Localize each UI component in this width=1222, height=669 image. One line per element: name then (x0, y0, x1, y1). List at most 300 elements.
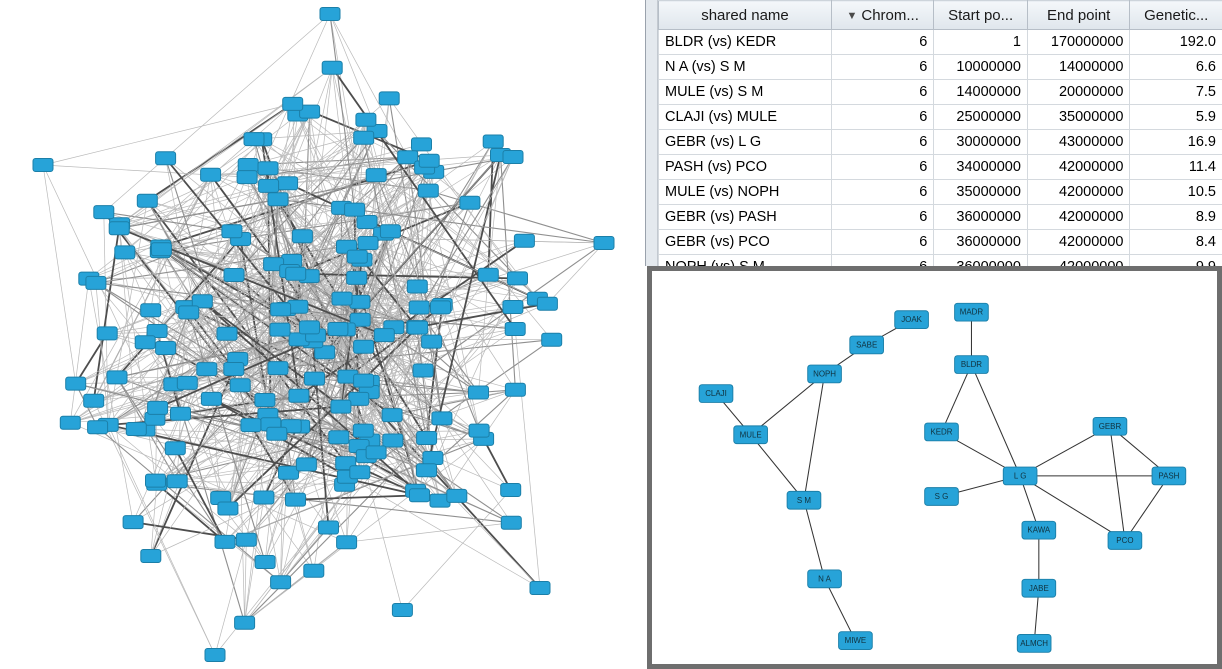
cell-end-point: 42000000 (1027, 155, 1130, 180)
cell-genetic: 6.6 (1130, 55, 1222, 80)
node-shape (171, 407, 191, 420)
edge-table[interactable] (658, 0, 1222, 280)
network-node[interactable] (432, 412, 452, 425)
network-node[interactable] (268, 193, 288, 206)
network-node[interactable] (329, 431, 349, 444)
cell-end-point: 42000000 (1027, 205, 1130, 230)
network-node[interactable] (286, 267, 306, 280)
node-shape (331, 400, 351, 413)
node-shape (305, 372, 325, 385)
node-shape (179, 306, 199, 319)
network-node[interactable] (319, 521, 339, 534)
node-shape (218, 502, 238, 515)
network-node[interactable] (66, 377, 86, 390)
column-header-start-point[interactable] (934, 1, 1028, 30)
network-node[interactable] (292, 230, 312, 243)
cell-chromosome: 6 (832, 80, 934, 105)
node-shape (141, 550, 161, 563)
column-header-end-point-label: End point (1046, 6, 1111, 24)
node-shape (304, 564, 324, 577)
network-node[interactable] (469, 424, 489, 437)
node-label: L G (1013, 471, 1027, 481)
network-node[interactable] (356, 113, 376, 126)
network-node[interactable] (171, 407, 191, 420)
network-node[interactable] (530, 582, 550, 595)
network-node[interactable] (270, 323, 290, 336)
network-node[interactable] (503, 151, 523, 164)
subnetwork-node[interactable] (895, 311, 929, 329)
network-node[interactable] (286, 493, 306, 506)
table-header-row (659, 1, 1222, 30)
subnetwork-node[interactable] (955, 356, 989, 374)
network-node[interactable] (483, 135, 503, 148)
network-node[interactable] (354, 131, 374, 144)
node-label: MADR (959, 307, 984, 317)
cell-end-point: 42000000 (1027, 180, 1130, 205)
node-shape (115, 246, 135, 259)
cell-start-point: 35000000 (934, 180, 1028, 205)
cell-end-point: 20000000 (1027, 80, 1130, 105)
column-header-shared-name-label: shared name (701, 6, 789, 24)
node-shape (278, 177, 298, 190)
network-edge[interactable] (215, 540, 246, 655)
network-node[interactable] (259, 179, 279, 192)
network-node[interactable] (501, 516, 521, 529)
network-node[interactable] (107, 371, 127, 384)
network-node[interactable] (241, 419, 261, 432)
node-shape (238, 159, 258, 172)
network-node[interactable] (382, 409, 402, 422)
node-shape (594, 237, 614, 250)
network-node[interactable] (408, 321, 428, 334)
column-header-chromosome[interactable] (832, 1, 934, 30)
network-node[interactable] (383, 434, 403, 447)
network-node[interactable] (268, 362, 288, 375)
node-shape (267, 427, 287, 440)
node-shape (514, 234, 534, 247)
network-node[interactable] (423, 452, 443, 465)
column-header-end-point[interactable] (1027, 1, 1130, 30)
network-node[interactable] (358, 237, 378, 250)
network-edge[interactable] (393, 439, 484, 441)
edge-table-panel[interactable] (645, 0, 1222, 266)
node-shape (505, 323, 525, 336)
network-node[interactable] (422, 335, 442, 348)
network-node[interactable] (177, 376, 197, 389)
network-node[interactable] (179, 306, 199, 319)
subnetwork-edge[interactable] (1125, 476, 1169, 541)
node-shape (505, 383, 525, 396)
node-shape (349, 392, 369, 405)
node-shape (177, 376, 197, 389)
network-node[interactable] (236, 533, 256, 546)
network-node[interactable] (205, 649, 225, 662)
node-shape (224, 363, 244, 376)
node-shape (329, 431, 349, 444)
node-shape (300, 321, 320, 334)
node-shape (542, 333, 562, 346)
subnetwork-node[interactable] (734, 426, 768, 444)
network-node[interactable] (271, 303, 291, 316)
node-shape (146, 474, 166, 487)
subnetwork-node[interactable] (850, 336, 884, 354)
network-node[interactable] (60, 416, 80, 429)
node-shape (460, 196, 480, 209)
node-shape (337, 536, 357, 549)
subnetwork-edge[interactable] (804, 374, 825, 500)
network-node[interactable] (537, 297, 557, 310)
table-row[interactable] (659, 155, 1222, 180)
subnetwork-edge[interactable] (751, 435, 804, 501)
network-node[interactable] (123, 516, 143, 529)
node-shape (33, 159, 53, 172)
node-shape (503, 151, 523, 164)
network-node[interactable] (167, 475, 187, 488)
network-node[interactable] (505, 383, 525, 396)
node-shape (148, 401, 168, 414)
network-node[interactable] (305, 372, 325, 385)
network-node[interactable] (137, 194, 157, 207)
cell-genetic: 8.9 (1130, 205, 1222, 230)
node-shape (366, 446, 386, 459)
network-node[interactable] (278, 177, 298, 190)
network-node[interactable] (354, 374, 374, 387)
subnetwork-node[interactable] (808, 570, 842, 588)
filter-icon[interactable]: ▼ (846, 9, 858, 22)
node-shape (469, 386, 489, 399)
network-node[interactable] (126, 423, 146, 436)
network-node[interactable] (514, 234, 534, 247)
network-node[interactable] (322, 61, 342, 74)
network-node[interactable] (271, 576, 291, 589)
node-label: KAWA (1027, 525, 1051, 535)
node-shape (392, 604, 412, 617)
node-shape (286, 267, 306, 280)
network-node[interactable] (503, 301, 523, 314)
table-row[interactable] (659, 180, 1222, 205)
network-node[interactable] (347, 250, 367, 263)
network-node[interactable] (201, 168, 221, 181)
network-node[interactable] (146, 474, 166, 487)
node-shape (258, 162, 278, 175)
network-node[interactable] (417, 432, 437, 445)
selected-subnetwork-view[interactable] (647, 266, 1222, 669)
node-shape (380, 225, 400, 238)
node-shape (66, 377, 86, 390)
node-shape (469, 424, 489, 437)
node-shape (345, 203, 365, 216)
network-node[interactable] (33, 159, 53, 172)
cell-chromosome: 6 (832, 130, 934, 155)
network-node[interactable] (328, 323, 348, 336)
network-edge[interactable] (98, 427, 281, 582)
network-node[interactable] (354, 340, 374, 353)
network-node[interactable] (267, 427, 287, 440)
cell-shared-name: GEBR (vs) PCO (659, 230, 832, 255)
network-node[interactable] (289, 389, 309, 402)
cell-shared-name: MULE (vs) S M (659, 80, 832, 105)
network-node[interactable] (283, 97, 303, 110)
network-node[interactable] (501, 484, 521, 497)
network-edge[interactable] (108, 425, 215, 655)
cell-start-point: 14000000 (934, 80, 1028, 105)
network-node[interactable] (357, 216, 377, 229)
network-node[interactable] (254, 491, 274, 504)
node-shape (423, 452, 443, 465)
network-node[interactable] (505, 323, 525, 336)
table-row[interactable] (659, 205, 1222, 230)
node-label: NOPH (813, 369, 837, 379)
node-shape (319, 521, 339, 534)
node-shape (165, 442, 185, 455)
node-label: GEBR (1098, 421, 1122, 431)
network-node[interactable] (412, 138, 432, 151)
node-label: ALMCH (1020, 638, 1049, 648)
network-node[interactable] (374, 329, 394, 342)
network-node[interactable] (201, 392, 221, 405)
column-header-genetic[interactable] (1130, 1, 1222, 30)
cell-chromosome: 6 (832, 55, 934, 80)
network-node[interactable] (332, 292, 352, 305)
node-shape (135, 336, 155, 349)
network-node[interactable] (353, 424, 373, 437)
network-node[interactable] (151, 243, 171, 256)
node-shape (270, 323, 290, 336)
network-node[interactable] (109, 222, 129, 235)
network-node[interactable] (215, 535, 235, 548)
network-node[interactable] (594, 237, 614, 250)
node-shape (109, 222, 129, 235)
cell-shared-name: GEBR (vs) L G (659, 130, 832, 155)
subnetwork-node[interactable] (699, 385, 733, 403)
network-node[interactable] (244, 133, 264, 146)
subnetwork-node[interactable] (1152, 467, 1186, 485)
node-shape (353, 424, 373, 437)
network-node[interactable] (97, 327, 117, 340)
network-node[interactable] (345, 203, 365, 216)
network-node[interactable] (350, 466, 370, 479)
node-label: N A (818, 574, 831, 584)
network-node[interactable] (135, 336, 155, 349)
node-shape (268, 193, 288, 206)
node-shape (412, 138, 432, 151)
node-shape (417, 432, 437, 445)
network-edge[interactable] (515, 329, 540, 588)
network-node[interactable] (115, 246, 135, 259)
node-shape (447, 489, 467, 502)
network-node[interactable] (469, 386, 489, 399)
subnetwork-node[interactable] (925, 488, 959, 506)
network-node[interactable] (380, 225, 400, 238)
subnetwork-node[interactable] (1017, 635, 1051, 653)
network-node[interactable] (230, 379, 250, 392)
node-shape (432, 412, 452, 425)
node-shape (320, 8, 340, 21)
network-node[interactable] (331, 400, 351, 413)
network-node[interactable] (349, 392, 369, 405)
node-label: BLDR (960, 360, 983, 370)
subnetwork-node[interactable] (1093, 417, 1127, 435)
subnetwork-node[interactable] (1022, 521, 1056, 539)
network-node[interactable] (255, 394, 275, 407)
cell-start-point: 36000000 (934, 205, 1028, 230)
network-node[interactable] (447, 489, 467, 502)
node-shape (350, 295, 370, 308)
node-shape (413, 364, 433, 377)
node-shape (478, 268, 498, 281)
subnetwork-node[interactable] (808, 365, 842, 383)
cell-shared-name: N A (vs) S M (659, 55, 832, 80)
node-shape (271, 303, 291, 316)
node-label: S M (796, 495, 812, 505)
cell-chromosome: 6 (832, 155, 934, 180)
network-node[interactable] (88, 421, 108, 434)
node-shape (410, 489, 430, 502)
network-node[interactable] (366, 446, 386, 459)
node-shape (483, 135, 503, 148)
network-node[interactable] (379, 92, 399, 105)
node-shape (292, 230, 312, 243)
node-shape (137, 194, 157, 207)
network-node[interactable] (392, 604, 412, 617)
network-node[interactable] (255, 556, 275, 569)
table-row[interactable] (659, 130, 1222, 155)
table-row[interactable] (659, 30, 1222, 55)
node-shape (296, 458, 316, 471)
network-node[interactable] (84, 394, 104, 407)
subnetwork-edge[interactable] (804, 500, 825, 579)
network-node[interactable] (366, 169, 386, 182)
network-node[interactable] (141, 304, 161, 317)
node-shape (97, 327, 117, 340)
network-node[interactable] (410, 489, 430, 502)
network-node[interactable] (320, 8, 340, 21)
network-node[interactable] (460, 196, 480, 209)
cell-shared-name: BLDR (vs) KEDR (659, 30, 832, 55)
network-node[interactable] (217, 327, 237, 340)
network-node[interactable] (86, 276, 106, 289)
network-node[interactable] (413, 364, 433, 377)
cell-genetic: 7.5 (1130, 80, 1222, 105)
network-node[interactable] (197, 363, 217, 376)
node-label: KEDR (930, 427, 953, 437)
network-node[interactable] (235, 616, 255, 629)
node-shape (501, 484, 521, 497)
table-body[interactable] (659, 30, 1222, 280)
network-node[interactable] (238, 159, 258, 172)
network-edge[interactable] (43, 165, 76, 384)
network-node[interactable] (94, 206, 114, 219)
node-shape (86, 276, 106, 289)
subnetwork-edge[interactable] (1110, 426, 1125, 540)
network-node[interactable] (508, 272, 528, 285)
network-node[interactable] (350, 295, 370, 308)
network-node[interactable] (296, 458, 316, 471)
network-edge[interactable] (296, 495, 420, 499)
network-node[interactable] (165, 442, 185, 455)
network-node[interactable] (222, 225, 242, 238)
subnetwork-node[interactable] (925, 423, 959, 441)
cell-genetic: 10.5 (1130, 180, 1222, 205)
network-node[interactable] (224, 363, 244, 376)
table-row[interactable] (659, 55, 1222, 80)
network-node[interactable] (417, 464, 437, 477)
network-node[interactable] (304, 564, 324, 577)
subnetwork-canvas[interactable] (652, 271, 1217, 664)
network-node[interactable] (409, 301, 429, 314)
table-row[interactable] (659, 230, 1222, 255)
network-node[interactable] (141, 550, 161, 563)
node-shape (123, 516, 143, 529)
network-node[interactable] (218, 502, 238, 515)
node-shape (279, 466, 299, 479)
node-shape (151, 243, 171, 256)
network-node[interactable] (279, 466, 299, 479)
node-shape (431, 301, 451, 314)
node-shape (84, 394, 104, 407)
network-node[interactable] (337, 536, 357, 549)
network-node[interactable] (418, 184, 438, 197)
network-node[interactable] (419, 154, 439, 167)
cell-chromosome: 6 (832, 105, 934, 130)
subnetwork-node[interactable] (839, 632, 873, 650)
column-header-shared-name[interactable] (659, 1, 832, 30)
cell-shared-name: CLAJI (vs) MULE (659, 105, 832, 130)
network-edge[interactable] (402, 490, 510, 610)
network-node[interactable] (258, 162, 278, 175)
network-node[interactable] (237, 171, 257, 184)
subnetwork-node[interactable] (1022, 579, 1056, 597)
network-node[interactable] (148, 401, 168, 414)
node-shape (328, 323, 348, 336)
network-node[interactable] (407, 280, 427, 293)
network-node[interactable] (431, 301, 451, 314)
node-label: MIWE (844, 636, 867, 646)
subnetwork-edge[interactable] (942, 365, 972, 432)
subnetwork-node[interactable] (955, 303, 989, 321)
column-header-start-point-label: Start po... (948, 6, 1014, 24)
network-node[interactable] (300, 321, 320, 334)
network-node[interactable] (478, 268, 498, 281)
subnetwork-edge[interactable] (971, 365, 1020, 476)
node-shape (197, 363, 217, 376)
subnetwork-node[interactable] (787, 491, 821, 509)
cell-end-point: 42000000 (1027, 230, 1130, 255)
node-shape (332, 292, 352, 305)
table-row[interactable] (659, 105, 1222, 130)
node-shape (254, 491, 274, 504)
node-shape (419, 154, 439, 167)
network-node[interactable] (542, 333, 562, 346)
table-row[interactable] (659, 80, 1222, 105)
cell-start-point: 10000000 (934, 55, 1028, 80)
subnetwork-node[interactable] (1003, 467, 1037, 485)
node-shape (418, 184, 438, 197)
node-label: PASH (1158, 471, 1180, 481)
network-node[interactable] (347, 271, 367, 284)
subnetwork-node[interactable] (1108, 532, 1142, 550)
network-node[interactable] (224, 269, 244, 282)
node-shape (374, 329, 394, 342)
network-node[interactable] (156, 342, 176, 355)
cell-shared-name: MULE (vs) NOPH (659, 180, 832, 205)
node-shape (366, 169, 386, 182)
column-header-genetic-label: Genetic... (1144, 6, 1209, 24)
cell-chromosome: 6 (832, 180, 934, 205)
node-shape (224, 269, 244, 282)
network-node[interactable] (156, 152, 176, 165)
node-shape (347, 271, 367, 284)
